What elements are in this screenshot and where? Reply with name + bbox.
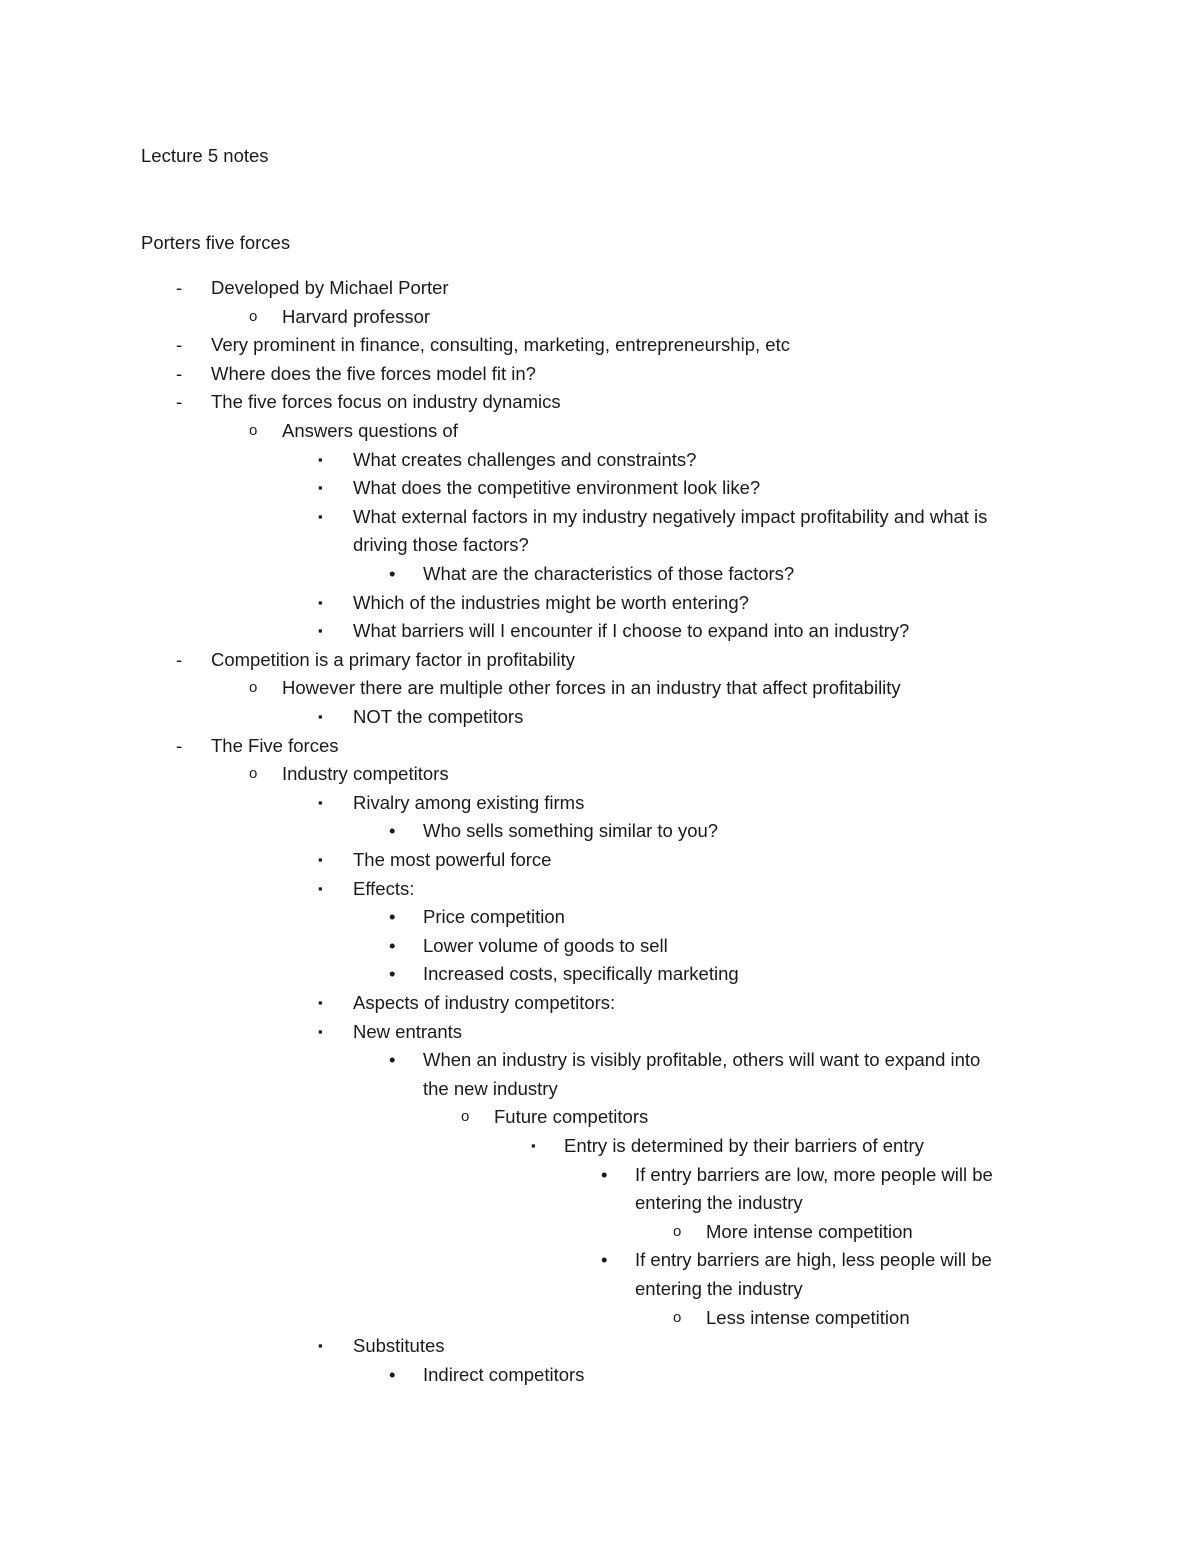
dash-bullet-icon: -	[176, 391, 183, 413]
square-bullet-icon: ▪	[318, 880, 323, 896]
list-item-text: Where does the five forces model fit in?	[211, 362, 536, 384]
circle-bullet-icon: o	[673, 1308, 682, 1326]
list-item-text: Future competitors	[494, 1106, 649, 1128]
list-item-text: What external factors in my industry negatively impact profitability and what is	[353, 505, 988, 527]
list-item-text: Competition is a primary factor in profitability	[211, 648, 575, 670]
list-item-text: Industry competitors	[282, 763, 449, 785]
list-item-text: Rivalry among existing firms	[353, 791, 585, 813]
dash-bullet-icon: -	[176, 334, 183, 356]
dot-bullet-icon: •	[601, 1249, 608, 1271]
circle-bullet-icon: o	[249, 765, 258, 783]
square-bullet-icon: ▪	[318, 623, 323, 639]
square-bullet-icon: ▪	[318, 1023, 323, 1039]
section-heading-text: Porters five forces	[141, 232, 291, 253]
square-bullet-icon: ▪	[318, 508, 323, 524]
list-item-text: Entry is determined by their barriers of entry	[564, 1135, 924, 1156]
dot-bullet-icon: •	[389, 1363, 396, 1385]
list-item-text: New entrants	[353, 1020, 462, 1042]
list-item-text: Effects:	[353, 877, 415, 899]
square-bullet-icon: ▪	[318, 594, 323, 610]
list-item-text: When an industry is visibly profitable, others will want to expand into	[423, 1049, 981, 1071]
dot-bullet-icon: •	[389, 563, 396, 584]
square-bullet-icon: ▪	[318, 480, 323, 496]
list-item-text: Substitutes	[353, 1335, 445, 1357]
list-item-text: Lower volume of goods to sell	[423, 934, 668, 956]
list-item-text: driving those factors?	[353, 534, 529, 556]
list-item-text: Less intense competition	[706, 1306, 910, 1328]
square-bullet-icon: ▪	[531, 1138, 536, 1153]
dot-bullet-icon: •	[389, 906, 396, 928]
list-item-text: More intense competition	[706, 1220, 913, 1242]
circle-bullet-icon: o	[249, 307, 258, 325]
list-item-text: Answers questions of	[282, 420, 458, 441]
circle-bullet-icon: o	[249, 422, 258, 439]
list-item-text: Who sells something similar to you?	[423, 820, 719, 842]
list-item-text: the new industry	[423, 1077, 558, 1099]
dash-bullet-icon: -	[176, 362, 183, 384]
dot-bullet-icon: •	[389, 963, 396, 985]
square-bullet-icon: ▪	[318, 1338, 323, 1354]
dot-bullet-icon: •	[389, 934, 396, 956]
dash-bullet-icon: -	[176, 648, 183, 670]
list-item-text: entering the industry	[635, 1192, 803, 1214]
square-bullet-icon: ▪	[318, 852, 323, 867]
square-bullet-icon: ▪	[318, 995, 323, 1010]
list-item-text: NOT the competitors	[353, 706, 524, 727]
list-item-text: Increased costs, specifically marketing	[423, 963, 739, 985]
dot-bullet-icon: •	[389, 820, 396, 842]
list-item-text: Price competition	[423, 906, 565, 928]
list-item-text: The five forces focus on industry dynamics	[211, 391, 561, 413]
circle-bullet-icon: o	[249, 679, 258, 697]
list-item-text: Developed by Michael Porter	[211, 277, 449, 298]
circle-bullet-icon: o	[461, 1108, 470, 1126]
list-item-text: Harvard professor	[282, 305, 431, 327]
list-item-text: However there are multiple other forces in an industry that affect profitability	[282, 677, 901, 699]
document-title-text: Lecture 5 notes	[141, 145, 269, 166]
list-item-text: What creates challenges and constraints?	[353, 448, 697, 470]
list-item-text: What does the competitive environment look like?	[353, 477, 761, 499]
square-bullet-icon: ▪	[318, 451, 323, 467]
list-item-text: Very prominent in finance, consulting, marketing, entrepreneurship, etc	[211, 334, 790, 356]
dot-bullet-icon: •	[601, 1163, 608, 1185]
list-item-text: The Five forces	[211, 734, 339, 756]
dash-bullet-icon: -	[176, 277, 183, 298]
list-item-text: If entry barriers are high, less people will be	[635, 1249, 992, 1271]
list-item-text: What are the characteristics of those factors?	[423, 563, 795, 584]
list-item-text: entering the industry	[635, 1278, 803, 1299]
list-item-text: What barriers will I encounter if I choose to expand into an industry?	[353, 620, 910, 642]
list-item-text: The most powerful force	[353, 849, 552, 870]
square-bullet-icon: ▪	[318, 794, 323, 810]
circle-bullet-icon: o	[673, 1222, 682, 1240]
list-item-text: If entry barriers are low, more people will be	[635, 1163, 993, 1185]
list-item-text: Indirect competitors	[423, 1363, 585, 1385]
square-bullet-icon: ▪	[318, 709, 323, 724]
list-item-text: Which of the industries might be worth entering?	[353, 591, 749, 613]
list-item-text: Aspects of industry competitors:	[353, 992, 616, 1013]
dot-bullet-icon: •	[389, 1049, 396, 1071]
dash-bullet-icon: -	[176, 734, 183, 756]
